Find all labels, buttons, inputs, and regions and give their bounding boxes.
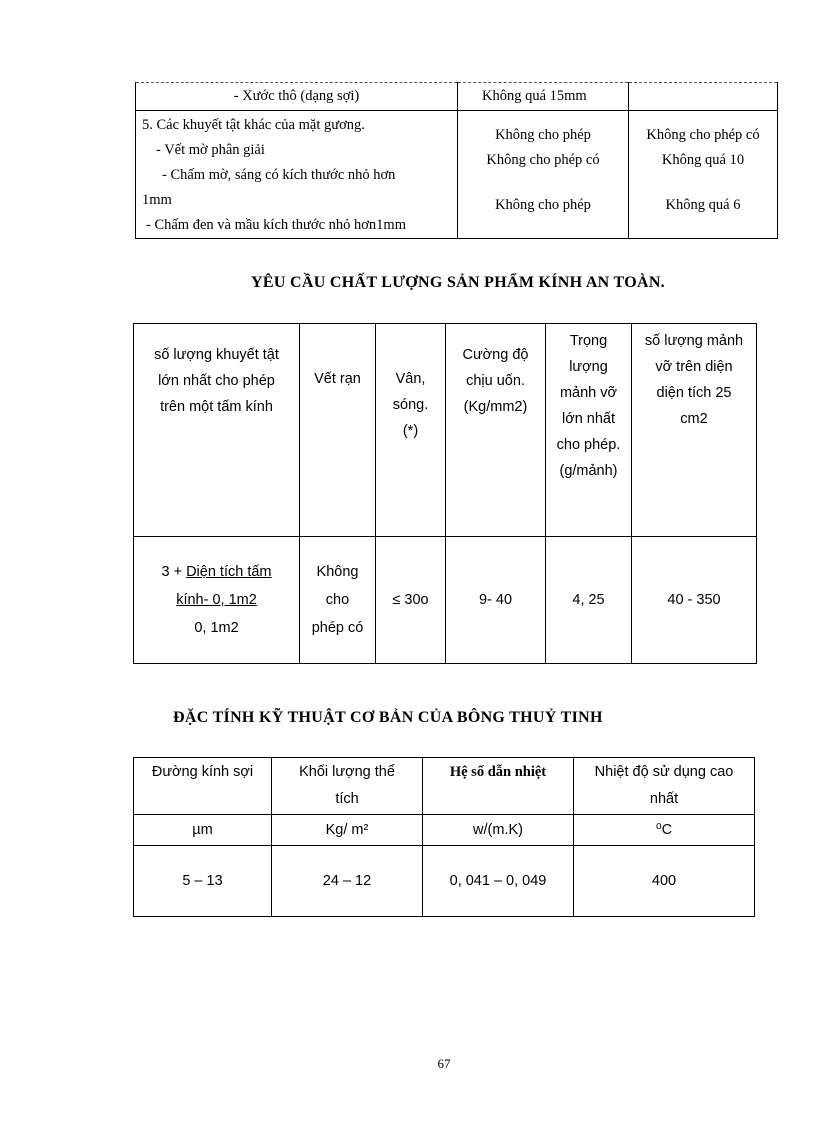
safety-glass-heading: YÊU CẦU CHẤT LƯỢNG SẢN PHẨM KÍNH AN TOÀN. [251, 274, 665, 291]
header-thermal-conductivity: Hệ số dẫn nhiệt [423, 758, 574, 815]
header-wave: Vân, sóng. (*) [376, 324, 446, 537]
limit-line: Không quá 10 [661, 152, 745, 168]
pieces-value: 40 - 350 [632, 537, 757, 664]
value-cell: 400 [574, 846, 755, 917]
glass-wool-table [133, 757, 755, 917]
header-fiber-diameter: Đường kính sợi [134, 758, 272, 815]
table-row [136, 111, 778, 239]
defect-line: - Chấm đen và mầu kích thước nhỏ hơn1mm [146, 217, 406, 233]
table-header-row [134, 758, 755, 815]
glass-wool-heading: ĐẶC TÍNH KỸ THUẬT CƠ BẢN CỦA BÔNG THUỶ TINH [173, 709, 603, 726]
wave-value: ≤ 30o [376, 537, 446, 664]
header-defect-count: số lượng khuyết tật lớn nhất cho phép trên một tấm kính [134, 324, 300, 537]
defect-line: 1mm [142, 192, 172, 208]
limit-cell [458, 111, 629, 239]
table-row [136, 83, 778, 111]
table-header-row [134, 324, 757, 537]
header-max-temperature: Nhiệt độ sử dụng cao nhất [574, 758, 755, 815]
limit-line: Không quá 6 [665, 197, 741, 213]
defect-count-formula: 3 + Diện tích tấm kính- 0, 1m2 0, 1m2 [134, 537, 300, 664]
crack-value: Không cho phép có [300, 537, 376, 664]
header-fragment-weight: Trọng lượng mảnh vỡ lớn nhất cho phép. (g/mảnh) [546, 324, 632, 537]
header-fragment-count: số lượng mảnh vỡ trên diện diện tích 25 cm2 [632, 324, 757, 537]
defect-item-cell [136, 111, 458, 239]
strength-value: 9- 40 [446, 537, 546, 664]
defect-line: 5. Các khuyết tật khác của mặt gương. [142, 117, 365, 133]
safety-glass-table [133, 323, 757, 664]
unit-cell: w/(m.K) [423, 815, 574, 846]
defect-item-cell: - Xước thô (dạng sợi) [136, 83, 458, 111]
limit-cell [629, 111, 778, 239]
value-cell: 0, 041 – 0, 049 [423, 846, 574, 917]
limit-line: Không cho phép có [486, 152, 600, 168]
page-number: 67 [437, 1056, 451, 1071]
defect-line: - Vết mờ phân giải [156, 142, 265, 158]
limit-line: Không cho phép [495, 197, 591, 213]
header-density: Khối lượng thể tích [272, 758, 423, 815]
table-row [134, 846, 755, 917]
defect-line: - Chấm mờ, sáng có kích thước nhỏ hơn [162, 167, 396, 183]
header-bending-strength: Cường độ chịu uốn. (Kg/mm2) [446, 324, 546, 537]
table-units-row [134, 815, 755, 846]
value-cell: 5 – 13 [134, 846, 272, 917]
unit-cell: ⁰C [574, 815, 755, 846]
unit-cell: Kg/ m² [272, 815, 423, 846]
unit-cell: µm [134, 815, 272, 846]
limit-cell: Không quá 15mm [458, 83, 629, 111]
weight-value: 4, 25 [546, 537, 632, 664]
value-cell: 24 – 12 [272, 846, 423, 917]
mirror-defects-table [135, 82, 778, 239]
table-row [134, 537, 757, 664]
limit-line: Không cho phép có [646, 127, 760, 143]
header-crack: Vết rạn [300, 324, 376, 537]
limit-cell [629, 83, 778, 111]
limit-line: Không cho phép [495, 127, 591, 143]
